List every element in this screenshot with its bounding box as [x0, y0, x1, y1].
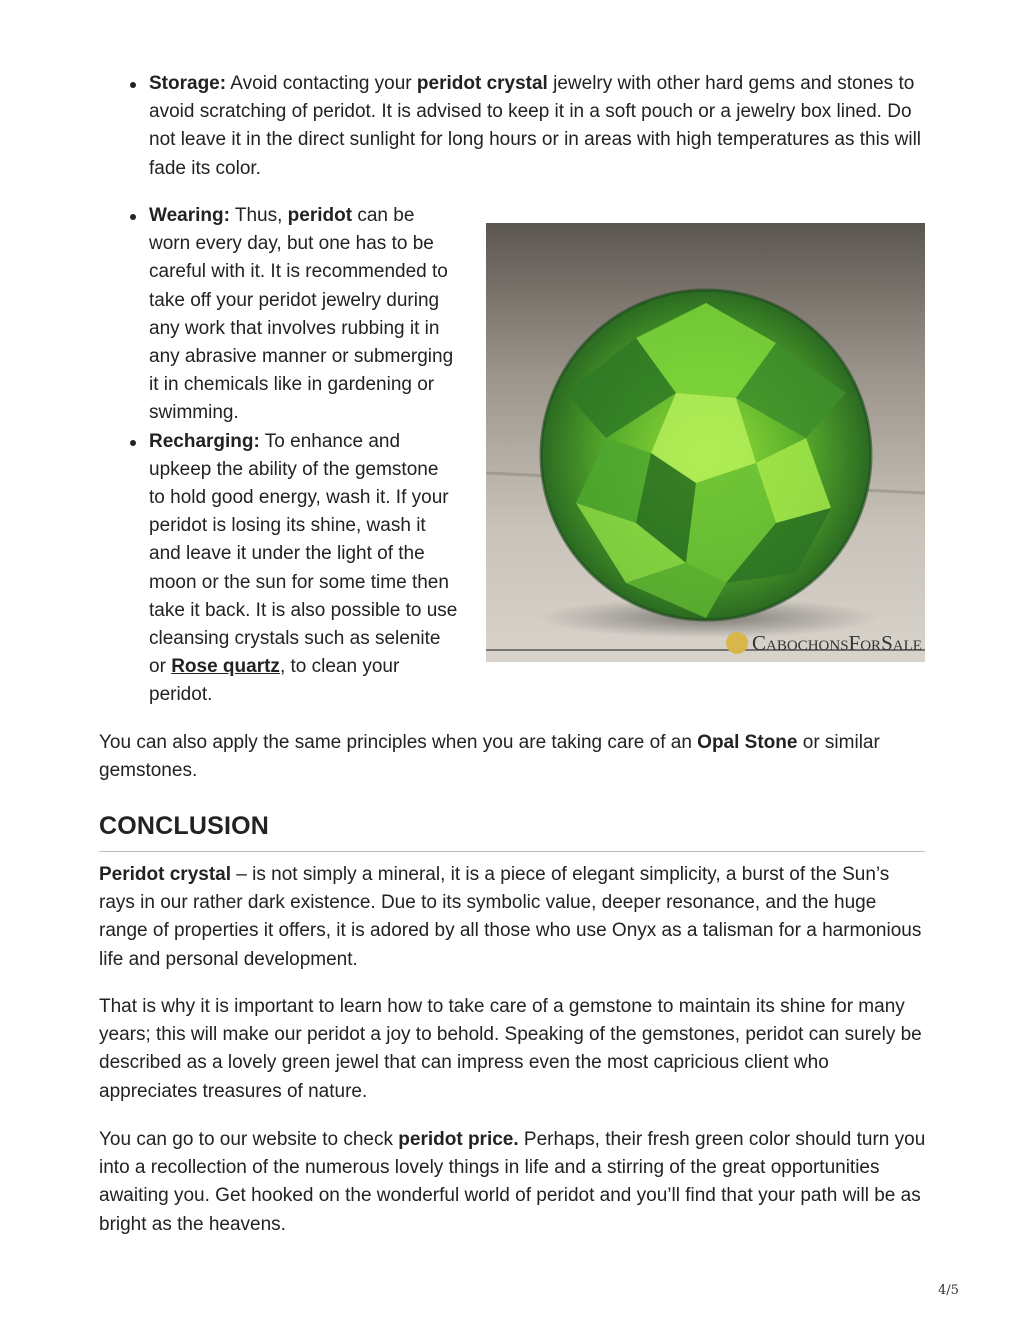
- conclusion-text-3: You can go to our website to check: [99, 1129, 399, 1150]
- conclusion-text-1: – is not simply a mineral, it is a piece of elegant simplicity, a burst of the Sun’s rays in our rather dark existence. Due to its symbolic value, deeper resonance, and the huge range of properties it offers, it is adored by all those who use Onyx as a talisman for a harmonious life and personal development.: [99, 864, 922, 970]
- watermark-text: CABOCHONSFORSALE: [752, 631, 922, 655]
- page-number: 4/5: [938, 1283, 959, 1298]
- opal-bold-term: Opal Stone: [697, 732, 798, 753]
- opal-paragraph: [99, 729, 927, 785]
- conclusion-heading: CONCLUSION: [99, 812, 270, 840]
- peridot-gem-illustration: [486, 223, 925, 662]
- storage-label: Storage:: [149, 73, 227, 94]
- peridot-price-term: peridot price.: [398, 1129, 519, 1150]
- rose-quartz-link[interactable]: Rose quartz: [171, 656, 280, 678]
- list-item-recharging: [149, 428, 459, 710]
- peridot-gem-image: [486, 223, 925, 662]
- conclusion-bold-term: Peridot crystal: [99, 864, 231, 885]
- conclusion-paragraph-3: [99, 1126, 927, 1239]
- conclusion-paragraph-2: That is why it is important to learn how to take care of a gemstone to maintain its shine for many years; this will make our peridot a joy to behold. Speaking of the gemstones, peridot can surely be described as a lovely green jewel that can impress even the most capricious client who appreciates treasures of nature.: [99, 996, 922, 1102]
- recharging-text-cont: , to clean your peridot.: [149, 656, 400, 706]
- heading-divider: [99, 851, 925, 852]
- recharging-text: To enhance and upkeep the ability of the gemstone to hold good energy, wash it. If your peridot is losing its shine, wash it and leave it under the light of the moon or the sun for some time then take it back. It is also possible to use cleansing crystals such as selenite or: [149, 430, 458, 678]
- list-item-wearing: [149, 202, 459, 428]
- wearing-text: Thus,: [229, 205, 288, 226]
- storage-bold-term: peridot crystal: [416, 73, 548, 94]
- opal-text-cont: or similar gemstones.: [99, 732, 880, 782]
- list-item-storage: [149, 70, 929, 183]
- conclusion-paragraph-1: [99, 861, 927, 974]
- wearing-text-cont: can be worn every day, but one has to be careful with it. It is recommended to take off your peridot jewelry during any work that involves rubbing it in any abrasive manner or submerging it in chemicals like in gardening or swimming.: [149, 205, 454, 424]
- storage-text: Avoid contacting your: [226, 73, 417, 94]
- wearing-bold-term: peridot: [287, 205, 353, 226]
- conclusion-text-3-cont: Perhaps, their fresh green color should turn you into a recollection of the numerous lovely things in life and a stirring of the great opportunities awaiting you. Get hooked on the wonderful world of peridot and you’ll find that your path will be as bright as the heavens.: [99, 1129, 926, 1235]
- recharging-label: Recharging:: [149, 430, 260, 452]
- wearing-label: Wearing:: [149, 205, 230, 226]
- opal-text: You can also apply the same principles when you are taking care of an: [99, 732, 698, 753]
- storage-list: [149, 70, 929, 183]
- storage-text-cont: jewelry with other hard gems and stones to avoid scratching of peridot. It is advised to keep it in a soft pouch or a jewelry box lined. Do not leave it in the direct sunlight for long hours or in areas with high temperatures as this will fade its color.: [149, 73, 922, 179]
- care-list: [149, 202, 459, 710]
